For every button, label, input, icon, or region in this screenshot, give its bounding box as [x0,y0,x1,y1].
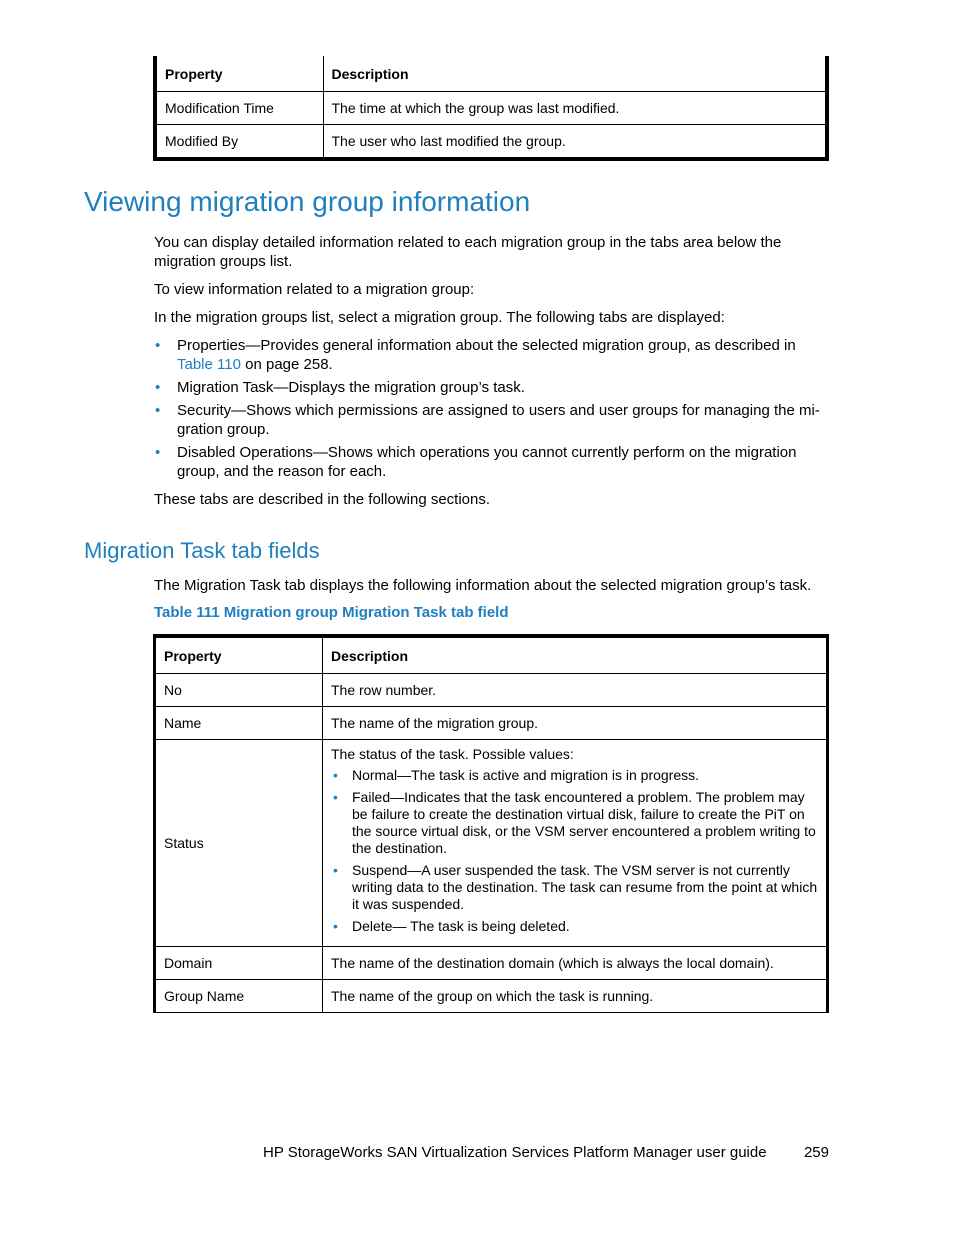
bullet-icon: • [333,789,338,805]
bullet-icon: • [333,918,338,934]
instruction-paragraph: To view information related to a migration group: [154,281,475,298]
property-cell: Modified By [155,125,323,160]
description-cell: The name of the destination domain (which is always the local domain). [323,947,828,980]
bullet-icon: • [333,767,338,783]
status-intro: The status of the task. Possible values: [331,746,574,762]
bullet-icon: • [333,862,338,878]
table-110-link[interactable]: Table 110 [177,356,241,373]
subsection-heading: Migration Task tab fields [84,538,320,563]
status-values-list [331,767,818,935]
property-cell: No [155,674,323,707]
table-caption: Table 111 Migration group Migration Task tab field [154,604,509,621]
table-row [155,707,828,740]
description-cell: The name of the group on which the task is running. [323,980,828,1013]
table-row [155,947,828,980]
property-cell: Name [155,707,323,740]
tabs-list [154,336,824,485]
page-number: 259 [803,1144,829,1161]
list-item: • Migration Task—Displays the migration group’s task. [155,379,525,396]
bullet-icon: • [155,444,161,461]
table-row [155,980,828,1013]
description-cell: The name of the migration group. [323,707,828,740]
property-cell: Modification Time [155,92,323,125]
table-row [155,740,828,947]
column-header-description: Description [323,56,827,92]
description-cell: The user who last modified the group. [323,125,827,160]
migration-task-table [153,634,829,1013]
property-cell: Domain [155,947,323,980]
list-item: • Properties—Provides general information about the selected migration group, as described in Table 110 on page 258. [155,337,796,373]
intro-paragraph: You can display detailed information related to each migration group in the tabs area below the migration groups list. [154,234,782,270]
bullet-icon: • [155,337,161,354]
description-cell: The row number. [323,674,828,707]
description-cell [323,740,828,947]
list-item: • Failed—Indicates that the task encountered a problem. The problem may be failure to create the destination virtual disk, failure to create the PiT on the source virtual disk, or the VSM server encountered a problem writing to the destination. [333,789,816,856]
bullet-icon: • [155,402,161,419]
description-cell: The time at which the group was last modified. [323,92,827,125]
property-cell: Group Name [155,980,323,1013]
list-item: • Disabled Operations—Shows which operations you cannot currently perform on the migration group, and the reason for each. [155,444,797,480]
column-header-property: Property [155,636,323,674]
list-item: • Security—Shows which permissions are assigned to users and user groups for managing the mi-gration group. [155,402,820,438]
guide-title: HP StorageWorks SAN Virtualization Services Platform Manager user guide [263,1144,767,1161]
step-paragraph: In the migration groups list, select a migration group. The following tabs are displayed: [154,309,725,326]
table-row [155,674,828,707]
page-footer [263,1144,829,1161]
properties-table-continued [153,56,829,161]
column-header-description: Description [323,636,828,674]
list-item: • Normal—The task is active and migration is in progress. [333,767,700,783]
table-row [155,125,827,160]
list-item: • Delete— The task is being deleted. [333,918,570,934]
closing-paragraph: These tabs are described in the following sections. [154,491,491,508]
list-item: • Suspend—A user suspended the task. The VSM server is not currently writing data to the destination. The task can resume from the point at which it was suspended. [333,862,818,912]
section-heading: Viewing migration group information [84,186,531,217]
subsection-intro: The Migration Task tab displays the following information about the selected migration group’s task. [154,577,812,594]
table-row [155,92,827,125]
bullet-icon: • [155,379,161,396]
property-cell: Status [155,740,323,947]
column-header-property: Property [155,56,323,92]
